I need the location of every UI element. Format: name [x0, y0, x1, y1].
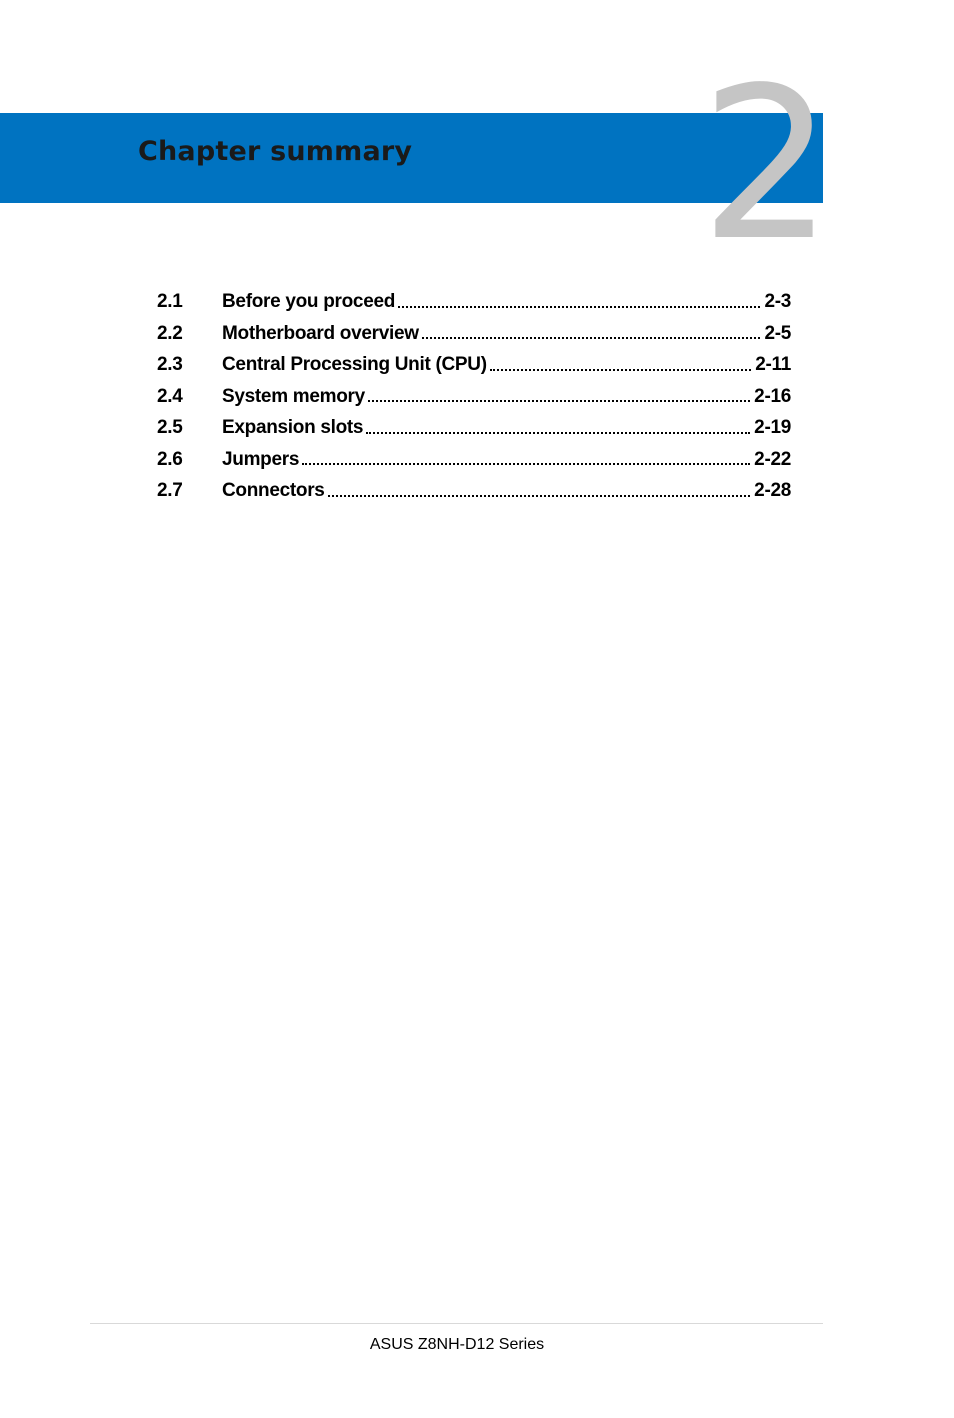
toc-entry-number: 2.2	[157, 322, 183, 344]
toc-dot-leader	[302, 463, 750, 465]
chapter-number: 2	[700, 42, 834, 287]
toc-entry[interactable]	[157, 444, 791, 476]
toc-entry[interactable]	[157, 318, 791, 350]
chapter-title: Chapter summary	[138, 136, 413, 167]
toc-entry[interactable]	[157, 412, 791, 444]
toc-entry-page: 2-19	[754, 417, 791, 438]
toc-entry-page: 2-5	[764, 322, 791, 344]
toc-entry-title: Central Processing Unit (CPU)	[222, 354, 487, 375]
toc-entry-number: 2.6	[157, 448, 183, 470]
toc-entry-title: System memory	[222, 385, 365, 407]
toc-entry[interactable]	[157, 475, 791, 507]
toc-dot-leader	[368, 400, 750, 402]
toc-entry-page: 2-11	[755, 354, 791, 375]
toc-dot-leader	[490, 369, 751, 371]
toc-entry-page: 2-22	[754, 448, 791, 470]
toc-entry-title: Expansion slots	[222, 417, 364, 438]
toc-entry-number: 2.3	[157, 354, 183, 375]
toc-entry-page: 2-28	[754, 480, 791, 501]
toc-entry[interactable]	[157, 349, 791, 381]
toc-entry-number: 2.4	[157, 385, 183, 407]
toc-entry-title: Motherboard overview	[222, 322, 419, 344]
footer-text: ASUS Z8NH-D12 Series	[369, 1336, 545, 1353]
toc-entry-page: 2-16	[754, 385, 791, 407]
footer-divider	[90, 1323, 823, 1324]
toc-entry[interactable]	[157, 286, 791, 318]
toc-dot-leader	[366, 432, 750, 434]
toc-entry[interactable]	[157, 381, 791, 413]
toc-dot-leader	[422, 337, 761, 339]
toc-entry-title: Connectors	[222, 480, 325, 501]
toc-entry-page: 2-3	[764, 291, 791, 312]
toc-entry-number: 2.1	[157, 291, 183, 312]
toc-entry-number: 2.7	[157, 480, 183, 501]
toc-dot-leader	[328, 495, 751, 497]
toc-dot-leader	[398, 306, 760, 308]
toc-entry-number: 2.5	[157, 417, 183, 438]
toc-entry-title: Before you proceed	[222, 291, 396, 312]
table-of-contents	[157, 286, 791, 507]
toc-entry-title: Jumpers	[222, 448, 300, 470]
